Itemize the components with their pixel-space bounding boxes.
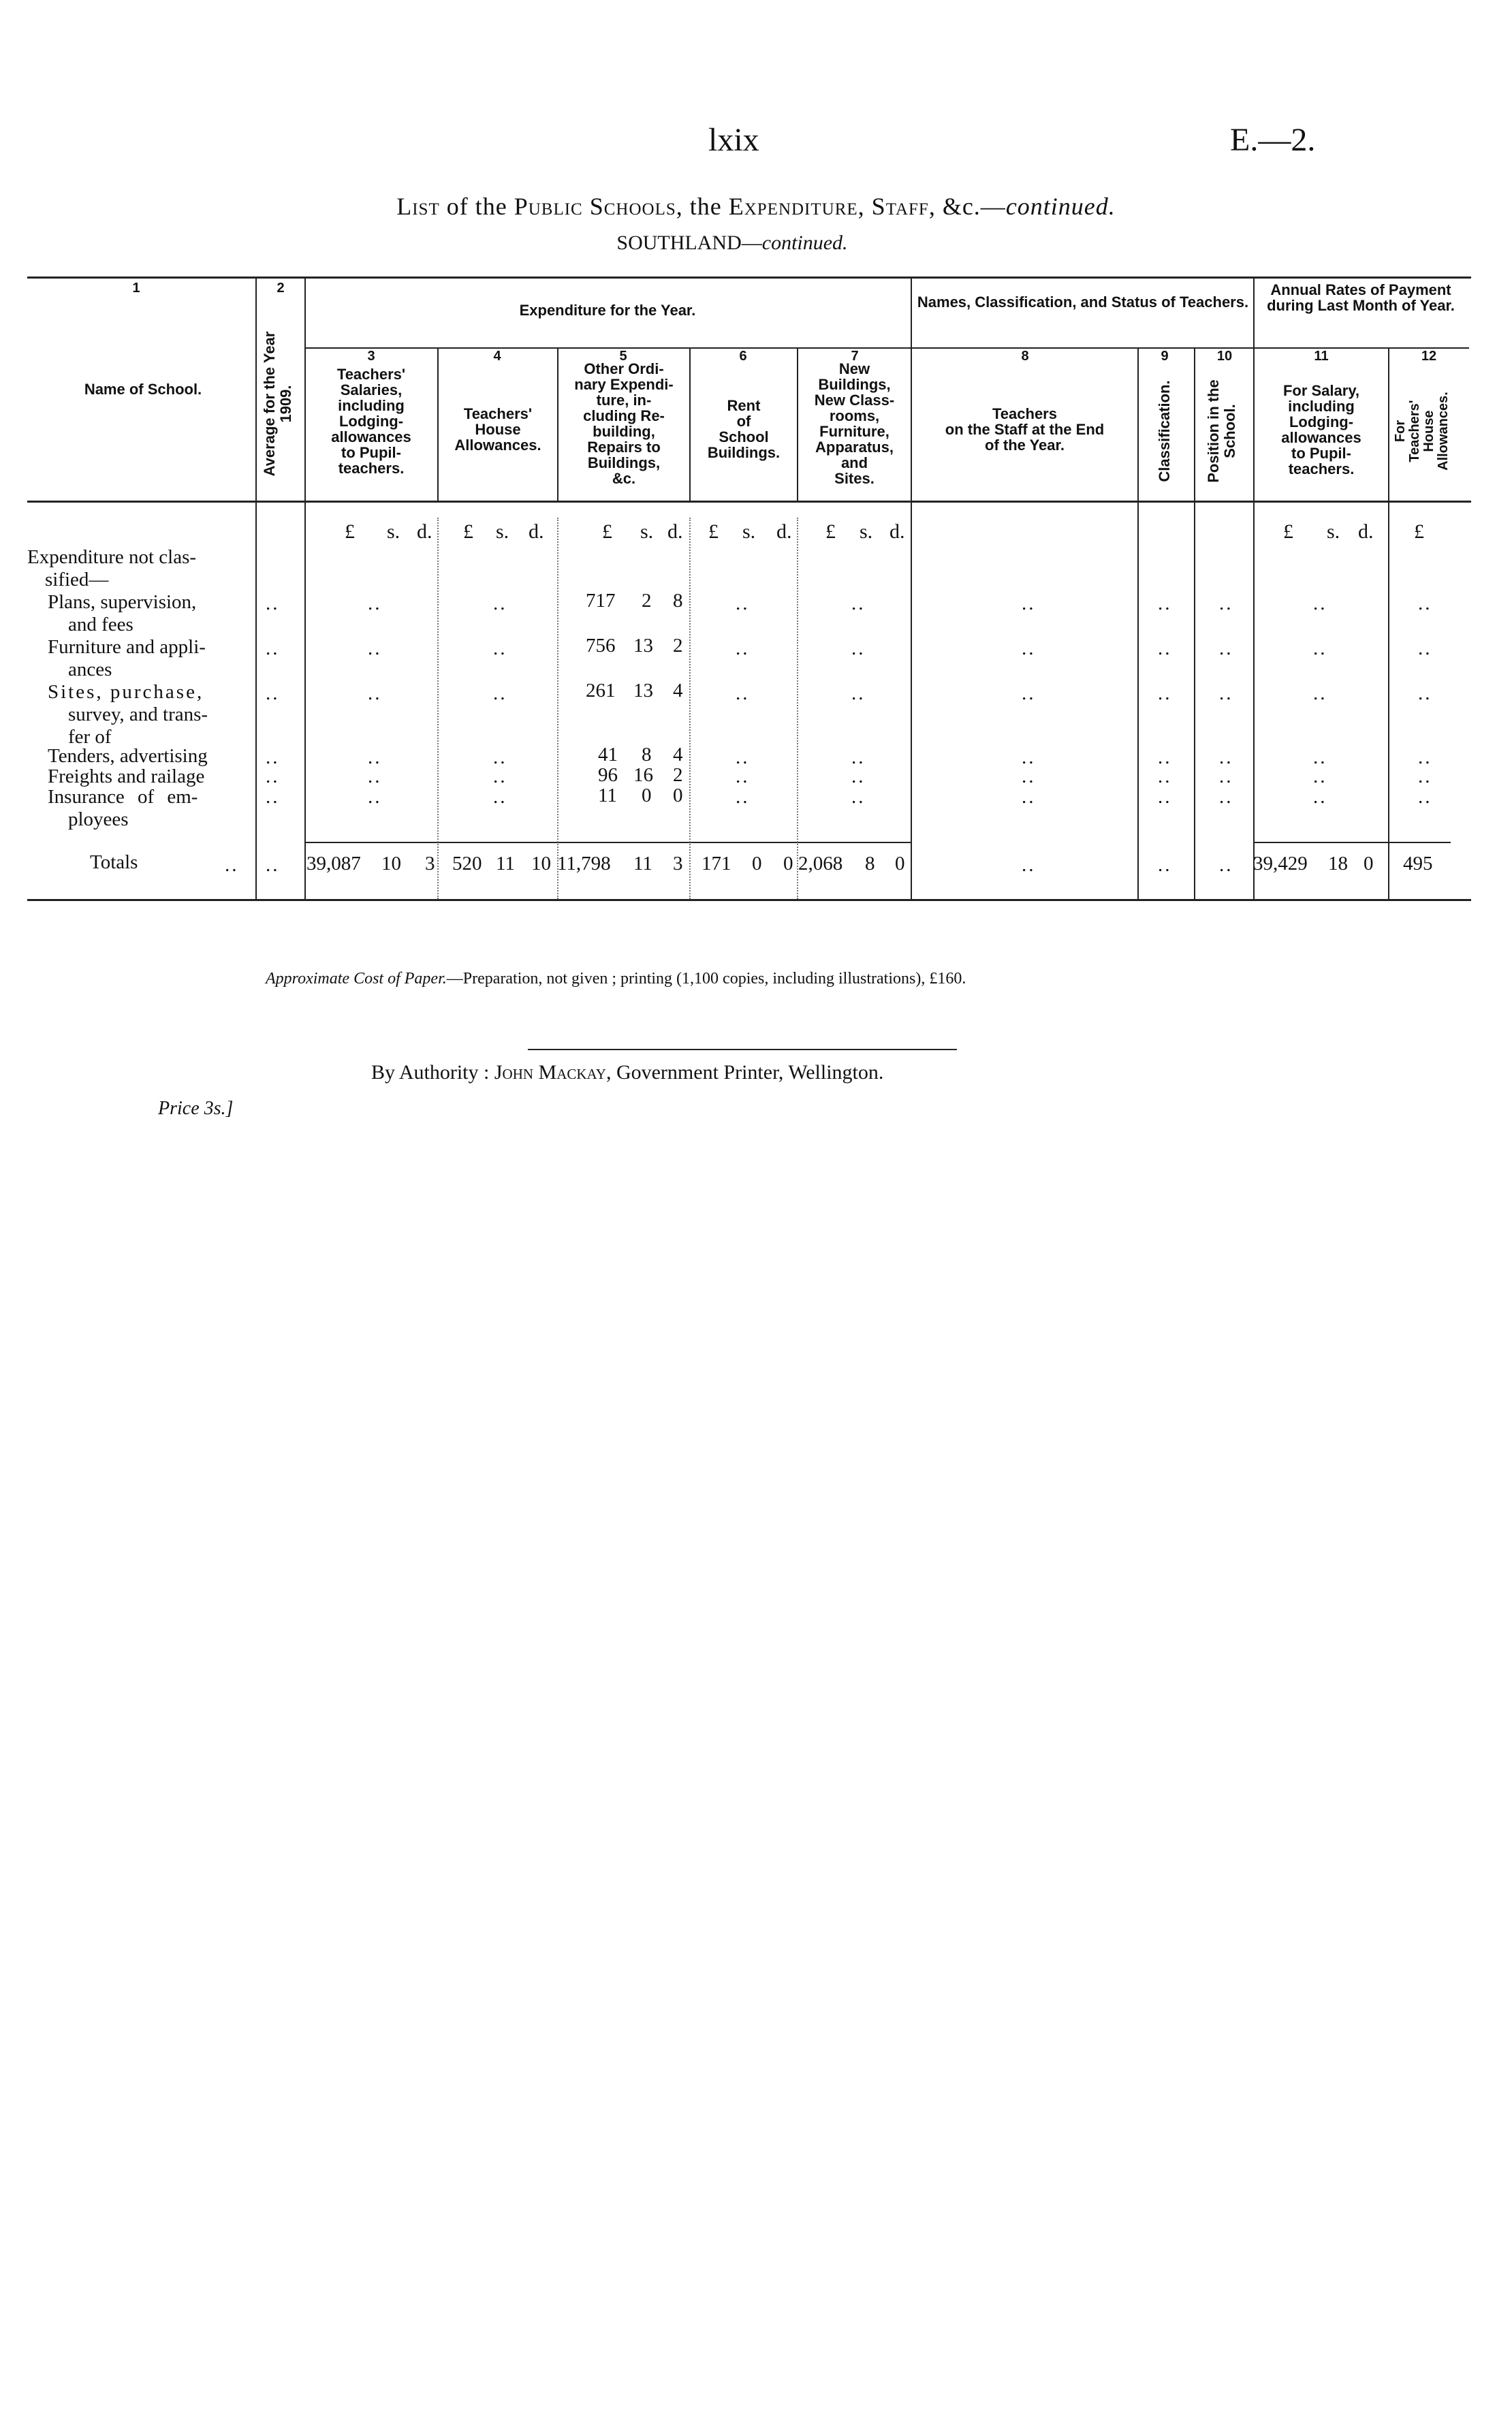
empty-cell-dots: .. (266, 766, 280, 787)
c3-total-pounds: 39,087 (306, 853, 361, 874)
empty-cell-dots: .. (1219, 766, 1233, 787)
empty-cell-dots: .. (368, 593, 382, 614)
empty-cell-dots: .. (1022, 766, 1036, 787)
column-divider (1388, 347, 1389, 899)
empty-cell-dots: .. (736, 766, 750, 787)
authority-suffix: , Government Printer, Wellington. (605, 1061, 884, 1084)
col5-header-line: nary Expendi- (574, 376, 674, 393)
empty-cell-dots: .. (1022, 682, 1036, 704)
col8-header-line: of the Year. (985, 437, 1065, 454)
group-rates-header: Annual Rates of Payment during Last Month of Year. (1267, 281, 1455, 314)
col7-header (798, 361, 911, 486)
col8-header-line: on the Staff at the End (945, 421, 1105, 438)
row-sites-label (48, 681, 286, 748)
col2-number: 2 (277, 281, 285, 296)
empty-cell-dots: .. (1219, 637, 1233, 659)
row-label-line: fer of (68, 726, 112, 748)
col3-header-line: including (338, 397, 405, 414)
col12-header-line: Allowances. (1436, 392, 1451, 471)
empty-cell-dots: .. (493, 746, 507, 768)
c5-total-pence: 3 (673, 853, 683, 874)
title-part: Staff (871, 193, 929, 220)
empty-cell-dots: .. (1158, 682, 1172, 704)
col5-header-line: building, (593, 423, 655, 440)
empty-cell-dots: .. (1219, 786, 1233, 808)
col7-header-line: Apparatus, (815, 439, 894, 456)
title-part: continued. (1005, 193, 1116, 220)
currency-pence: d. (417, 520, 432, 543)
c5-pence: 4 (673, 680, 683, 701)
empty-cell-dots: .. (368, 637, 382, 659)
c7-total-pounds: 2,068 (798, 853, 843, 874)
c6-total-pence: 0 (783, 853, 793, 874)
col8-number: 8 (1021, 349, 1029, 364)
table-top-rule (27, 277, 1471, 279)
col7-header-line: rooms, (829, 407, 880, 424)
col9-header: Classification. (1156, 380, 1173, 482)
col5-header (558, 361, 689, 486)
col12-number: 12 (1421, 349, 1437, 364)
col6-number: 6 (739, 349, 747, 364)
title-part: Expenditure (728, 193, 858, 220)
currency-pound: £ (825, 520, 836, 543)
empty-cell-dots: .. (1418, 593, 1432, 614)
col5-header-line: cluding Re- (583, 407, 665, 424)
authority-rule (528, 1049, 957, 1050)
col11-header-line: Lodging- (1289, 413, 1354, 430)
c5-shillings: 13 (633, 635, 653, 657)
c12-total-pounds: 495 (1403, 853, 1433, 874)
col4-number: 4 (493, 349, 501, 364)
c6-total-pounds: 171 (702, 853, 731, 874)
col12-header-line: Teachers' (1407, 400, 1422, 462)
currency-pound: £ (1414, 520, 1424, 543)
currency-shilling: s. (640, 520, 654, 543)
empty-cell-dots: .. (368, 766, 382, 787)
col8-header (912, 406, 1137, 453)
cost-note (266, 970, 966, 988)
title-part: , &c.— (928, 193, 1006, 220)
empty-cell-dots: .. (851, 786, 866, 808)
row-label-line: ances (68, 659, 112, 680)
col5-header-line: Repairs to (587, 439, 661, 456)
row-tenders-label (48, 745, 286, 768)
totals-rule (304, 842, 911, 843)
column-divider (1137, 347, 1139, 899)
col11-header-line: including (1288, 398, 1355, 415)
col3-header-line: teachers. (338, 460, 405, 477)
currency-pence: d. (667, 520, 683, 543)
dotted-divider (797, 518, 798, 899)
col5-header-line: Other Ordi- (584, 360, 664, 377)
c3-total-pence: 3 (425, 853, 435, 874)
c3-total-shillings: 10 (381, 853, 401, 874)
col6-header-line: of (736, 413, 751, 430)
title-part: Public Schools (514, 193, 676, 220)
empty-cell-dots: .. (851, 637, 866, 659)
col3-header-line: to Pupil- (341, 444, 401, 461)
empty-cell-dots: .. (851, 682, 866, 704)
title-part: List (396, 193, 440, 220)
c5-pence: 0 (673, 785, 683, 806)
col10-header-line: Position in the (1205, 379, 1222, 483)
dotted-divider (557, 518, 558, 899)
empty-cell-dots: .. (736, 593, 750, 614)
col7-header-line: and (840, 454, 868, 471)
c11-total-pounds: 39,429 (1253, 853, 1308, 874)
empty-cell-dots: .. (736, 746, 750, 768)
col11-header-line: to Pupil- (1291, 445, 1351, 462)
cost-note-text: —Preparation, not given ; printing (1,100 copies, including illustrations), £160. (446, 970, 966, 988)
row-label-line: Tenders, advertising (48, 745, 208, 767)
empty-cell-dots: .. (736, 637, 750, 659)
col11-header (1255, 383, 1388, 477)
empty-cell-dots: .. (1219, 682, 1233, 704)
empty-cell-dots: .. (1418, 786, 1432, 808)
empty-cell-dots: .. (1219, 746, 1233, 768)
col4-header-line: House (475, 421, 521, 438)
row-plans-label (48, 591, 286, 636)
c5-pounds: 41 (598, 744, 618, 766)
totals-label: Totals (90, 851, 138, 873)
col1-header: Name of School. (84, 381, 202, 398)
col11-header-line: For Salary, (1282, 382, 1360, 399)
col10-number: 10 (1216, 349, 1233, 364)
column-divider (1194, 347, 1195, 899)
c4-total-pence: 10 (531, 853, 551, 874)
empty-cell-dots: .. (851, 766, 866, 787)
currency-pence: d. (1358, 520, 1374, 543)
currency-shilling: s. (860, 520, 873, 543)
empty-cell-dots: .. (1158, 593, 1172, 614)
col7-header-line: New Class- (814, 392, 895, 409)
col9-number: 9 (1161, 349, 1169, 364)
currency-pence: d. (776, 520, 792, 543)
title-part: , (857, 193, 872, 220)
row-label-line: sified— (45, 569, 109, 590)
row-label-line: Expenditure not clas- (27, 546, 197, 568)
price-note: Price 3s.] (158, 1098, 234, 1119)
c5-pounds: 756 (586, 635, 616, 657)
col11-number: 11 (1314, 349, 1329, 364)
empty-cell-dots: .. (851, 746, 866, 768)
row-label-line: Sites, purchase, (48, 681, 204, 703)
col7-header-line: Buildings, (818, 376, 891, 393)
col5-header-line: &c. (612, 470, 636, 487)
dotted-divider (689, 518, 691, 899)
column-divider (911, 277, 912, 899)
col3-number: 3 (367, 349, 375, 364)
empty-cell-dots: .. (736, 682, 750, 704)
col6-header-line: School (719, 428, 769, 445)
row-insurance-label (48, 786, 286, 831)
col5-number: 5 (619, 349, 627, 364)
group-expenditure-header: Expenditure for the Year. (519, 302, 696, 319)
authority-name: John Mackay (494, 1061, 606, 1084)
c6-total-shillings: 0 (752, 853, 762, 874)
empty-cell-dots: .. (1313, 766, 1327, 787)
currency-shilling: s. (742, 520, 756, 543)
empty-cell-dots: .. (1313, 682, 1327, 704)
c5-total-shillings: 11 (633, 853, 652, 874)
col8-header-line: Teachers (992, 405, 1057, 422)
col3-header-line: Teachers' (336, 366, 406, 383)
empty-cell-dots: .. (1418, 682, 1432, 704)
currency-pound: £ (602, 520, 612, 543)
page-number: lxix (708, 122, 759, 158)
currency-shilling: s. (387, 520, 400, 543)
empty-cell-dots: .. (1022, 786, 1036, 808)
col11-header-line: teachers. (1288, 460, 1355, 477)
col4-header (439, 406, 557, 453)
page-subtitle (0, 232, 1464, 255)
c5-pounds: 96 (598, 764, 618, 786)
c11-total-pence: 0 (1364, 853, 1374, 874)
col6-header-line: Buildings. (707, 444, 781, 461)
empty-cell-dots: .. (266, 682, 280, 704)
col12-header-line: For (1393, 420, 1408, 443)
empty-cell-dots: .. (266, 786, 280, 808)
currency-pence: d. (889, 520, 905, 543)
empty-cell-dots: .. (1022, 593, 1036, 614)
empty-cell-dots: .. (1022, 746, 1036, 768)
title-part: , the (676, 193, 729, 220)
page-title (0, 192, 1512, 221)
row-label-line: Plans, supervision, (48, 591, 197, 613)
empty-cell-dots: .. (266, 746, 280, 768)
col10-header (1206, 366, 1238, 496)
c5-pence: 8 (673, 590, 683, 612)
c5-pence: 2 (673, 635, 683, 657)
col7-header-line: Sites. (834, 470, 875, 487)
col3-header-line: Salaries, (340, 381, 403, 398)
col7-header-line: New (838, 360, 870, 377)
c5-pounds: 717 (586, 590, 616, 612)
c11-total-shillings: 18 (1328, 853, 1348, 874)
section-code: E.—2. (1230, 122, 1316, 158)
c5-pounds: 11 (598, 785, 617, 806)
col2-header (262, 319, 294, 489)
col6-header-line: Rent (727, 397, 761, 414)
col2-header-text: Average for the Year 1909. (261, 331, 294, 477)
c5-total-pounds: 11,798 (557, 853, 611, 874)
empty-cell-dots: .. (1158, 854, 1172, 876)
c5-pence: 2 (673, 764, 683, 786)
col5-header-line: Buildings, (587, 454, 661, 471)
empty-cell-dots: .. (1313, 593, 1327, 614)
authority-prefix: By Authority : (371, 1061, 494, 1084)
authority-line (371, 1061, 883, 1084)
row-label-line: Furniture and appli- (48, 636, 206, 658)
row-freights-label (48, 766, 286, 788)
row-label-line: Freights and railage (48, 766, 205, 787)
col7-header-line: Furniture, (819, 423, 889, 440)
c5-shillings: 13 (633, 680, 653, 701)
empty-cell-dots: .. (266, 593, 280, 614)
empty-cell-dots: .. (1158, 637, 1172, 659)
currency-shilling: s. (496, 520, 509, 543)
group-header-rule (304, 347, 1469, 349)
currency-shilling: s. (1327, 520, 1340, 543)
col3-header-line: Lodging- (338, 413, 404, 430)
empty-cell-dots: .. (1022, 854, 1036, 876)
column-divider (1253, 277, 1255, 899)
empty-cell-dots: .. (1313, 746, 1327, 768)
empty-cell-dots: .. (1313, 786, 1327, 808)
col5-header-line: ture, in- (596, 392, 652, 409)
c5-shillings: 8 (642, 744, 652, 766)
currency-pound: £ (463, 520, 473, 543)
col1-number: 1 (132, 281, 140, 296)
empty-cell-dots: .. (1158, 746, 1172, 768)
empty-cell-dots: .. (1418, 746, 1432, 768)
c4-total-shillings: 11 (496, 853, 515, 874)
empty-cell-dots: .. (1219, 854, 1233, 876)
empty-cell-dots: .. (368, 746, 382, 768)
row-label-line: ployees (68, 808, 129, 830)
c7-total-pence: 0 (895, 853, 905, 874)
empty-cell-dots: .. (266, 637, 280, 659)
empty-cell-dots: .. (1313, 637, 1327, 659)
currency-pound: £ (708, 520, 719, 543)
cost-note-label: Approximate Cost of Paper. (266, 970, 447, 988)
col6-header (691, 398, 797, 460)
col3-header-line: allowances (331, 428, 411, 445)
row-label-line: survey, and trans- (68, 704, 208, 725)
c5-pence: 4 (673, 744, 683, 766)
table-bottom-rule (27, 899, 1471, 901)
subtitle-italic: continued. (761, 232, 848, 254)
c5-shillings: 2 (642, 590, 652, 612)
subtitle-main: SOUTHLAND— (616, 232, 762, 254)
dotted-divider (437, 518, 439, 899)
empty-cell-dots: .. (493, 766, 507, 787)
col7-number: 7 (851, 349, 859, 364)
empty-cell-dots: .. (266, 854, 280, 876)
empty-cell-dots: .. (1418, 637, 1432, 659)
empty-cell-dots: .. (851, 593, 866, 614)
col3-header (306, 366, 436, 476)
empty-cell-dots: .. (493, 682, 507, 704)
empty-cell-dots: .. (368, 786, 382, 808)
row-label-line: and fees (68, 614, 133, 635)
col12-header (1393, 366, 1451, 496)
row-heading-label (27, 546, 266, 591)
col10-header-line: School. (1221, 404, 1238, 458)
empty-cell-dots: .. (1158, 766, 1172, 787)
empty-cell-dots: .. (1219, 593, 1233, 614)
row-furniture-label (48, 636, 286, 681)
group-teachers-header: Names, Classification, and Status of Teachers. (917, 294, 1249, 311)
c5-shillings: 0 (642, 785, 652, 806)
empty-cell-dots: .. (736, 786, 750, 808)
col4-header-line: Allowances. (454, 437, 541, 454)
currency-pound: £ (345, 520, 355, 543)
empty-cell-dots: .. (493, 786, 507, 808)
c5-pounds: 261 (586, 680, 616, 701)
row-label-line: Insurance of em- (48, 786, 198, 808)
empty-cell-dots: .. (1022, 637, 1036, 659)
col12-header-line: House (1421, 410, 1436, 452)
empty-cell-dots: .. (493, 593, 507, 614)
col11-header-line: allowances (1281, 429, 1361, 446)
c7-total-shillings: 8 (865, 853, 875, 874)
header-bottom-rule (27, 501, 1471, 503)
empty-cell-dots: .. (493, 637, 507, 659)
column-divider (304, 277, 306, 899)
empty-cell-dots: .. (1418, 766, 1432, 787)
empty-cell-dots: .. (1158, 786, 1172, 808)
empty-cell-dots: .. (368, 682, 382, 704)
title-part: of the (439, 193, 514, 220)
empty-cell-dots: .. (225, 854, 239, 876)
c4-total-pounds: 520 (452, 853, 482, 874)
totals-rule (1253, 842, 1451, 843)
currency-pound: £ (1283, 520, 1293, 543)
currency-pence: d. (529, 520, 544, 543)
col4-header-line: Teachers' (463, 405, 533, 422)
c5-shillings: 16 (633, 764, 653, 786)
